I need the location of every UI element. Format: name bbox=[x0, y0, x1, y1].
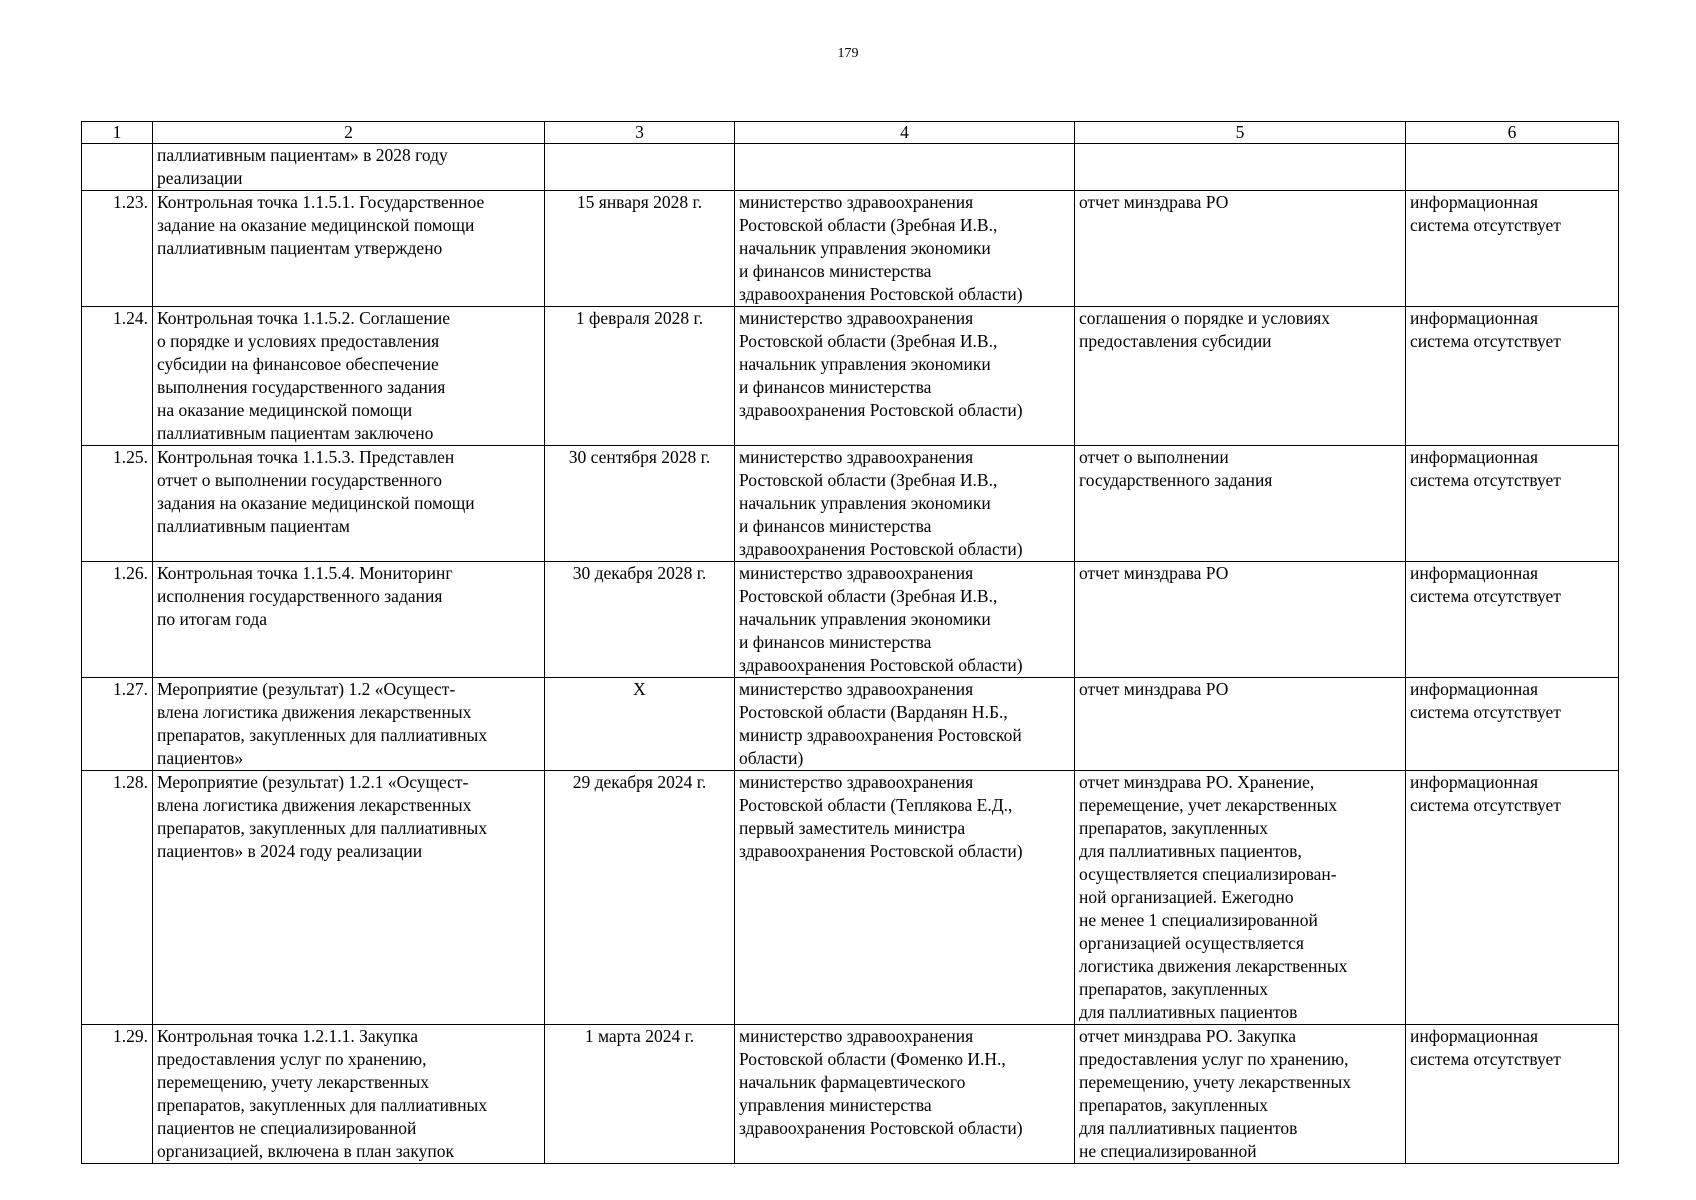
responsible-cell bbox=[735, 771, 1075, 1025]
cell-text-line: пациентов не специализированной bbox=[157, 1118, 417, 1138]
document-cell bbox=[1075, 446, 1406, 562]
cell-text-line: Мероприятие (результат) 1.2.1 «Осущест- bbox=[157, 772, 469, 792]
cell-text-line: начальник управления экономики bbox=[739, 238, 991, 258]
cell-text-line: препаратов, закупленных bbox=[1079, 818, 1269, 838]
document-cell bbox=[1075, 678, 1406, 771]
cell-text-line: отчет минздрава РО bbox=[1079, 679, 1229, 699]
cell-text-line: система отсутствует bbox=[1410, 331, 1561, 351]
cell-text-line: система отсутствует bbox=[1410, 215, 1561, 235]
cell-text-line: министерство здравоохранения bbox=[739, 308, 974, 328]
document-cell bbox=[1075, 771, 1406, 1025]
row-number-cell: 1.23. bbox=[82, 191, 153, 307]
cell-text-line: здравоохранения Ростовской области) bbox=[739, 400, 1023, 420]
cell-text-line: здравоохранения Ростовской области) bbox=[739, 655, 1023, 675]
table-row bbox=[82, 446, 1619, 562]
cell-text-line: государственного задания bbox=[1079, 470, 1273, 490]
table-row bbox=[82, 562, 1619, 678]
cell-text-line: Ростовской области (Зребная И.В., bbox=[739, 586, 998, 606]
cell-text-line: начальник управления экономики bbox=[739, 493, 991, 513]
cell-text-line: и финансов министерства bbox=[739, 261, 932, 281]
deadline-cell bbox=[545, 191, 735, 307]
cell-text-line: информационная bbox=[1410, 308, 1539, 328]
cell-text-line: Контрольная точка 1.1.5.1. Государственное bbox=[157, 192, 485, 212]
cell-text-line: для паллиативных пациентов, bbox=[1079, 841, 1302, 861]
info-system-cell bbox=[1406, 446, 1619, 562]
cell-text-line: X bbox=[633, 679, 646, 699]
info-system-cell bbox=[1406, 1025, 1619, 1164]
cell-text-line: начальник управления экономики bbox=[739, 609, 991, 629]
cell-text-line: Ростовской области (Варданян Н.Б., bbox=[739, 702, 1008, 722]
column-header: 5 bbox=[1075, 122, 1406, 144]
column-header: 6 bbox=[1406, 122, 1619, 144]
cell-text-line: и финансов министерства bbox=[739, 516, 932, 536]
cell-text-line: 30 сентября 2028 г. bbox=[568, 447, 711, 467]
item-name-cell bbox=[153, 562, 545, 678]
cell-text-line: министр здравоохранения Ростовской bbox=[739, 725, 1022, 745]
cell-text-line: 30 декабря 2028 г. bbox=[572, 563, 707, 583]
deadline-cell bbox=[545, 1025, 735, 1164]
cell-text-line: на оказание медицинской помощи bbox=[157, 400, 413, 420]
table-row bbox=[82, 678, 1619, 771]
cell-text-line: министерство здравоохранения bbox=[739, 679, 974, 699]
cell-text-line: информационная bbox=[1410, 1026, 1539, 1046]
responsible-cell bbox=[735, 562, 1075, 678]
item-name-cell bbox=[153, 678, 545, 771]
document-cell bbox=[1075, 144, 1406, 191]
cell-text-line: влена логистика движения лекарственных bbox=[157, 795, 472, 815]
cell-text-line: Ростовской области (Зребная И.В., bbox=[739, 331, 998, 351]
cell-text-line: система отсутствует bbox=[1410, 795, 1561, 815]
responsible-cell bbox=[735, 1025, 1075, 1164]
cell-text-line: Контрольная точка 1.1.5.3. Представлен bbox=[157, 447, 455, 467]
table-row bbox=[82, 771, 1619, 1025]
cell-text-line: о порядке и условиях предоставления bbox=[157, 331, 440, 351]
cell-text-line: 1 февраля 2028 г. bbox=[575, 308, 704, 328]
cell-text-line: влена логистика движения лекарственных bbox=[157, 702, 472, 722]
cell-text-line: для паллиативных пациентов bbox=[1079, 1118, 1298, 1138]
cell-text-line: субсидии на финансовое обеспечение bbox=[157, 354, 439, 374]
cell-text-line: не специализированной bbox=[1079, 1141, 1257, 1161]
responsible-cell bbox=[735, 144, 1075, 191]
cell-text-line: информационная bbox=[1410, 772, 1539, 792]
item-name-cell bbox=[153, 1025, 545, 1164]
cell-text-line: исполнения государственного задания bbox=[157, 586, 443, 606]
cell-text-line: препаратов, закупленных для паллиативных bbox=[157, 725, 488, 745]
cell-text-line: информационная bbox=[1410, 563, 1539, 583]
cell-text-line: начальник фармацевтического bbox=[739, 1072, 966, 1092]
cell-text-line: препаратов, закупленных bbox=[1079, 1095, 1269, 1115]
cell-text-line: отчет о выполнении государственного bbox=[157, 470, 442, 490]
cell-text-line: 15 января 2028 г. bbox=[576, 192, 703, 212]
row-number-cell: 1.27. bbox=[82, 678, 153, 771]
cell-text-line: информационная bbox=[1410, 679, 1539, 699]
info-system-cell bbox=[1406, 191, 1619, 307]
cell-text-line: соглашения о порядке и условиях bbox=[1079, 308, 1331, 328]
cell-text-line: Ростовской области (Теплякова Е.Д., bbox=[739, 795, 1013, 815]
cell-text-line: отчет минздрава РО bbox=[1079, 192, 1229, 212]
deadline-cell bbox=[545, 446, 735, 562]
row-number-cell: 1.26. bbox=[82, 562, 153, 678]
deadline-cell bbox=[545, 771, 735, 1025]
document-cell bbox=[1075, 562, 1406, 678]
cell-text-line: осуществляется специализирован- bbox=[1079, 864, 1337, 884]
cell-text-line: задание на оказание медицинской помощи bbox=[157, 215, 475, 235]
cell-text-line: паллиативным пациентам» в 2028 году bbox=[157, 145, 448, 165]
cell-text-line: и финансов министерства bbox=[739, 377, 932, 397]
cell-text-line: перемещение, учет лекарственных bbox=[1079, 795, 1338, 815]
cell-text-line: организацией осуществляется bbox=[1079, 933, 1304, 953]
cell-text-line: пациентов» в 2024 году реализации bbox=[157, 841, 423, 861]
cell-text-line: здравоохранения Ростовской области) bbox=[739, 539, 1023, 559]
cell-text-line: не менее 1 специализированной bbox=[1079, 910, 1318, 930]
item-name-cell bbox=[153, 771, 545, 1025]
cell-text-line: организацией, включена в план закупок bbox=[157, 1141, 454, 1161]
column-header: 1 bbox=[82, 122, 153, 144]
cell-text-line: информационная bbox=[1410, 447, 1539, 467]
cell-text-line: предоставления услуг по хранению, bbox=[157, 1049, 427, 1069]
info-system-cell bbox=[1406, 771, 1619, 1025]
plan-table bbox=[81, 121, 1619, 1164]
cell-text-line: первый заместитель министра bbox=[739, 818, 966, 838]
cell-text-line: система отсутствует bbox=[1410, 702, 1561, 722]
cell-text-line: перемещению, учету лекарственных bbox=[157, 1072, 429, 1092]
cell-text-line: здравоохранения Ростовской области) bbox=[739, 841, 1023, 861]
cell-text-line: Контрольная точка 1.1.5.2. Соглашение bbox=[157, 308, 451, 328]
responsible-cell bbox=[735, 307, 1075, 446]
cell-text-line: препаратов, закупленных для паллиативных bbox=[157, 1095, 488, 1115]
item-name-cell bbox=[153, 307, 545, 446]
cell-text-line: министерство здравоохранения bbox=[739, 772, 974, 792]
cell-text-line: министерство здравоохранения bbox=[739, 447, 974, 467]
document-cell bbox=[1075, 307, 1406, 446]
column-header: 4 bbox=[735, 122, 1075, 144]
cell-text-line: препаратов, закупленных для паллиативных bbox=[157, 818, 488, 838]
row-number-cell bbox=[82, 144, 153, 191]
responsible-cell bbox=[735, 191, 1075, 307]
item-name-cell bbox=[153, 191, 545, 307]
cell-text-line: и финансов министерства bbox=[739, 632, 932, 652]
cell-text-line: предоставления услуг по хранению, bbox=[1079, 1049, 1349, 1069]
cell-text-line: ной организацией. Ежегодно bbox=[1079, 887, 1294, 907]
cell-text-line: здравоохранения Ростовской области) bbox=[739, 284, 1023, 304]
cell-text-line: логистика движения лекарственных bbox=[1079, 956, 1348, 976]
cell-text-line: управления министерства bbox=[739, 1095, 932, 1115]
cell-text-line: препаратов, закупленных bbox=[1079, 979, 1269, 999]
page-number: 179 bbox=[837, 46, 859, 61]
cell-text-line: система отсутствует bbox=[1410, 586, 1561, 606]
cell-text-line: паллиативным пациентам заключено bbox=[157, 423, 434, 443]
cell-text-line: информационная bbox=[1410, 192, 1539, 212]
cell-text-line: реализации bbox=[157, 168, 243, 188]
column-number-row bbox=[82, 122, 1619, 144]
table-row bbox=[82, 307, 1619, 446]
row-number-cell: 1.24. bbox=[82, 307, 153, 446]
info-system-cell bbox=[1406, 678, 1619, 771]
cell-text-line: перемещению, учету лекарственных bbox=[1079, 1072, 1351, 1092]
deadline-cell bbox=[545, 678, 735, 771]
info-system-cell bbox=[1406, 144, 1619, 191]
cell-text-line: Контрольная точка 1.1.5.4. Мониторинг bbox=[157, 563, 453, 583]
cell-text-line: для паллиативных пациентов bbox=[1079, 1002, 1298, 1022]
document-cell bbox=[1075, 1025, 1406, 1164]
cell-text-line: пациентов» bbox=[157, 748, 244, 768]
cell-text-line: 29 декабря 2024 г. bbox=[572, 772, 707, 792]
column-header: 3 bbox=[545, 122, 735, 144]
column-header: 2 bbox=[153, 122, 545, 144]
cell-text-line: Контрольная точка 1.2.1.1. Закупка bbox=[157, 1026, 418, 1046]
cell-text-line: отчет минздрава РО. Хранение, bbox=[1079, 772, 1315, 792]
cell-text-line: отчет минздрава РО bbox=[1079, 563, 1229, 583]
cell-text-line: Ростовской области (Зребная И.В., bbox=[739, 470, 998, 490]
item-name-cell bbox=[153, 446, 545, 562]
cell-text-line: система отсутствует bbox=[1410, 1049, 1561, 1069]
info-system-cell bbox=[1406, 562, 1619, 678]
deadline-cell bbox=[545, 307, 735, 446]
cell-text-line: отчет минздрава РО. Закупка bbox=[1079, 1026, 1296, 1046]
table-row bbox=[82, 1025, 1619, 1164]
cell-text-line: паллиативным пациентам утверждено bbox=[157, 238, 443, 258]
document-cell bbox=[1075, 191, 1406, 307]
responsible-cell bbox=[735, 446, 1075, 562]
responsible-cell bbox=[735, 678, 1075, 771]
table-row bbox=[82, 144, 1619, 191]
cell-text-line: задания на оказание медицинской помощи bbox=[157, 493, 475, 513]
item-name-cell bbox=[153, 144, 545, 191]
table-row bbox=[82, 191, 1619, 307]
cell-text-line: министерство здравоохранения bbox=[739, 563, 974, 583]
cell-text-line: министерство здравоохранения bbox=[739, 192, 974, 212]
deadline-cell bbox=[545, 144, 735, 191]
row-number-cell: 1.28. bbox=[82, 771, 153, 1025]
cell-text-line: по итогам года bbox=[157, 609, 268, 629]
cell-text-line: система отсутствует bbox=[1410, 470, 1561, 490]
info-system-cell bbox=[1406, 307, 1619, 446]
cell-text-line: Мероприятие (результат) 1.2 «Осущест- bbox=[157, 679, 456, 699]
cell-text-line: предоставления субсидии bbox=[1079, 331, 1272, 351]
row-number-cell: 1.29. bbox=[82, 1025, 153, 1164]
cell-text-line: здравоохранения Ростовской области) bbox=[739, 1118, 1023, 1138]
row-number-cell: 1.25. bbox=[82, 446, 153, 562]
cell-text-line: выполнения государственного задания bbox=[157, 377, 446, 397]
cell-text-line: Ростовской области (Зребная И.В., bbox=[739, 215, 998, 235]
deadline-cell bbox=[545, 562, 735, 678]
table-body bbox=[82, 144, 1619, 1164]
cell-text-line: министерство здравоохранения bbox=[739, 1026, 974, 1046]
cell-text-line: 1 марта 2024 г. bbox=[584, 1026, 695, 1046]
cell-text-line: Ростовской области (Фоменко И.Н., bbox=[739, 1049, 1006, 1069]
cell-text-line: начальник управления экономики bbox=[739, 354, 991, 374]
cell-text-line: области) bbox=[739, 748, 804, 768]
cell-text-line: отчет о выполнении bbox=[1079, 447, 1229, 467]
cell-text-line: паллиативным пациентам bbox=[157, 516, 350, 536]
